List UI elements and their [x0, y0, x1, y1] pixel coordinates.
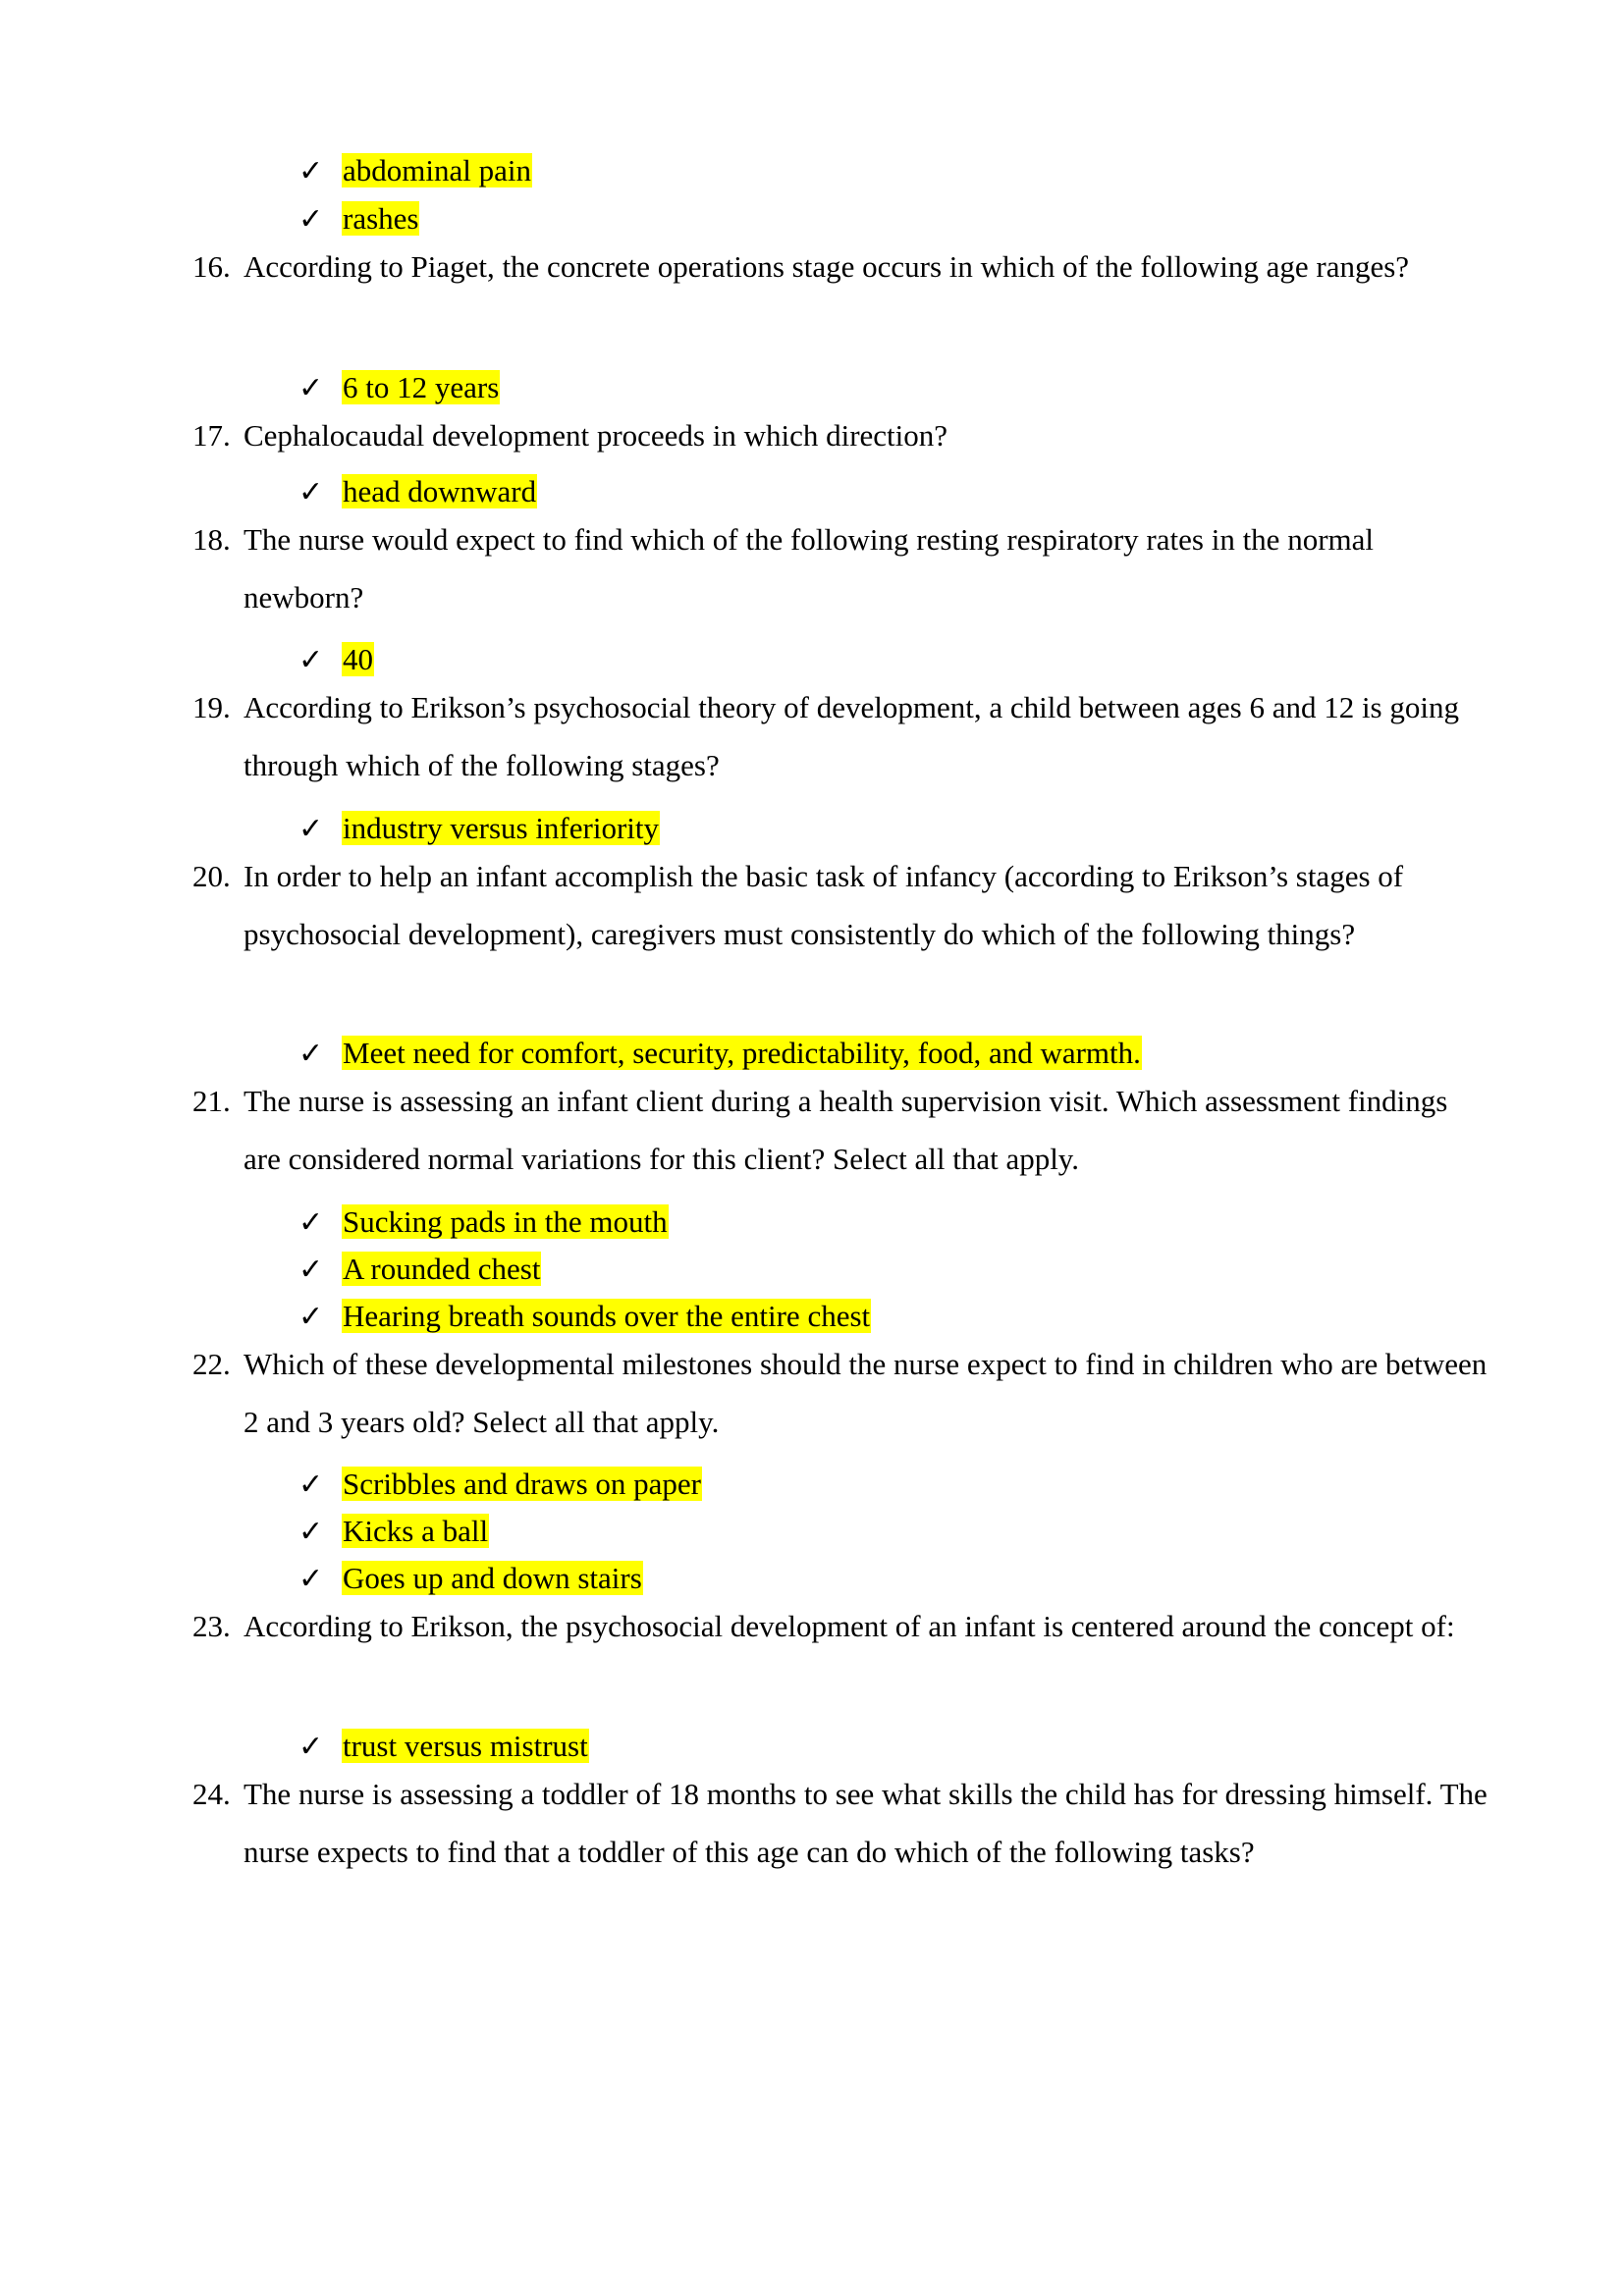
check-mark-icon: ✓	[298, 371, 324, 405]
answer-item	[298, 809, 660, 848]
question-number: 20.	[192, 859, 231, 893]
answer-item	[298, 151, 532, 190]
answer-text: Kicks a ball	[343, 1514, 489, 1548]
question-item	[192, 679, 1489, 794]
answer-item	[298, 1202, 669, 1242]
answer-text: rashes	[343, 201, 419, 236]
question-text: The nurse is assessing a toddler of 18 months to see what skills the child has for dressing himself. The nurse expects to find that a toddler of this age can do which of the following tasks?	[244, 1777, 1488, 1869]
answer-item	[298, 1297, 871, 1336]
answer-item	[298, 368, 500, 407]
answer-item	[298, 1250, 541, 1289]
question-item	[192, 511, 1489, 626]
answer-item	[298, 1559, 643, 1598]
question-text: According to Piaget, the concrete operations stage occurs in which of the following age ranges?	[244, 249, 1410, 284]
answer-text: Sucking pads in the mouth	[343, 1204, 668, 1239]
check-mark-icon: ✓	[298, 1037, 324, 1071]
question-item	[192, 1336, 1489, 1451]
question-text: The nurse would expect to find which of the following resting respiratory rates in the normal newborn?	[244, 522, 1374, 614]
check-mark-icon: ✓	[298, 643, 324, 677]
check-mark-icon: ✓	[298, 1730, 324, 1764]
answer-text: abdominal pain	[343, 153, 531, 187]
answer-item	[298, 1465, 702, 1504]
answer-item	[298, 1034, 1142, 1073]
answer-text: Meet need for comfort, security, predictability, food, and warmth.	[343, 1036, 1141, 1070]
check-mark-icon: ✓	[298, 475, 324, 509]
question-text: In order to help an infant accomplish the basic task of infancy (according to Erikson’s stages of psychosocial development), caregivers must consistently do which of the following things?	[244, 859, 1404, 951]
question-item	[192, 407, 1489, 465]
answer-text: Hearing breath sounds over the entire chest	[343, 1299, 871, 1333]
check-mark-icon: ✓	[298, 202, 324, 237]
answer-text: Scribbles and draws on paper	[343, 1467, 702, 1501]
answer-text: 40	[343, 642, 373, 676]
check-mark-icon: ✓	[298, 1205, 324, 1240]
question-item	[192, 239, 1489, 296]
question-text: According to Erikson’s psychosocial theory of development, a child between ages 6 and 12 is going through which of the following stages?	[244, 690, 1459, 782]
answer-text: A rounded chest	[343, 1252, 541, 1286]
question-text: Cephalocaudal development proceeds in which direction?	[244, 418, 948, 453]
question-number: 17.	[192, 418, 231, 453]
check-mark-icon: ✓	[298, 1468, 324, 1502]
answer-text: 6 to 12 years	[343, 370, 500, 404]
answer-item	[298, 1512, 489, 1551]
answer-item	[298, 1727, 589, 1766]
question-text: The nurse is assessing an infant client during a health supervision visit. Which assessment findings are considered normal variations for this client? Select all that apply.	[244, 1084, 1448, 1176]
question-number: 24.	[192, 1777, 231, 1811]
check-mark-icon: ✓	[298, 812, 324, 846]
question-number: 19.	[192, 690, 231, 724]
question-number: 21.	[192, 1084, 231, 1118]
check-mark-icon: ✓	[298, 1562, 324, 1596]
question-item	[192, 1766, 1489, 1881]
question-number: 23.	[192, 1609, 231, 1643]
question-text: According to Erikson, the psychosocial development of an infant is centered around the concept of:	[244, 1609, 1455, 1643]
question-number: 18.	[192, 522, 231, 557]
check-mark-icon: ✓	[298, 1253, 324, 1287]
answer-text: Goes up and down stairs	[343, 1561, 642, 1595]
question-number: 16.	[192, 249, 231, 284]
answer-text: head downward	[343, 474, 537, 508]
check-mark-icon: ✓	[298, 154, 324, 188]
question-text: Which of these developmental milestones should the nurse expect to find in children who are between 2 and 3 years old? Select all that apply.	[244, 1347, 1488, 1439]
question-number: 22.	[192, 1347, 231, 1381]
question-item	[192, 1598, 1489, 1656]
answer-item	[298, 640, 374, 679]
answer-item	[298, 472, 537, 511]
answer-text: trust versus mistrust	[343, 1729, 588, 1763]
question-item	[192, 1073, 1489, 1188]
check-mark-icon: ✓	[298, 1515, 324, 1549]
answer-item	[298, 199, 419, 239]
question-item	[192, 848, 1489, 963]
answer-text: industry versus inferiority	[343, 811, 660, 845]
check-mark-icon: ✓	[298, 1300, 324, 1334]
